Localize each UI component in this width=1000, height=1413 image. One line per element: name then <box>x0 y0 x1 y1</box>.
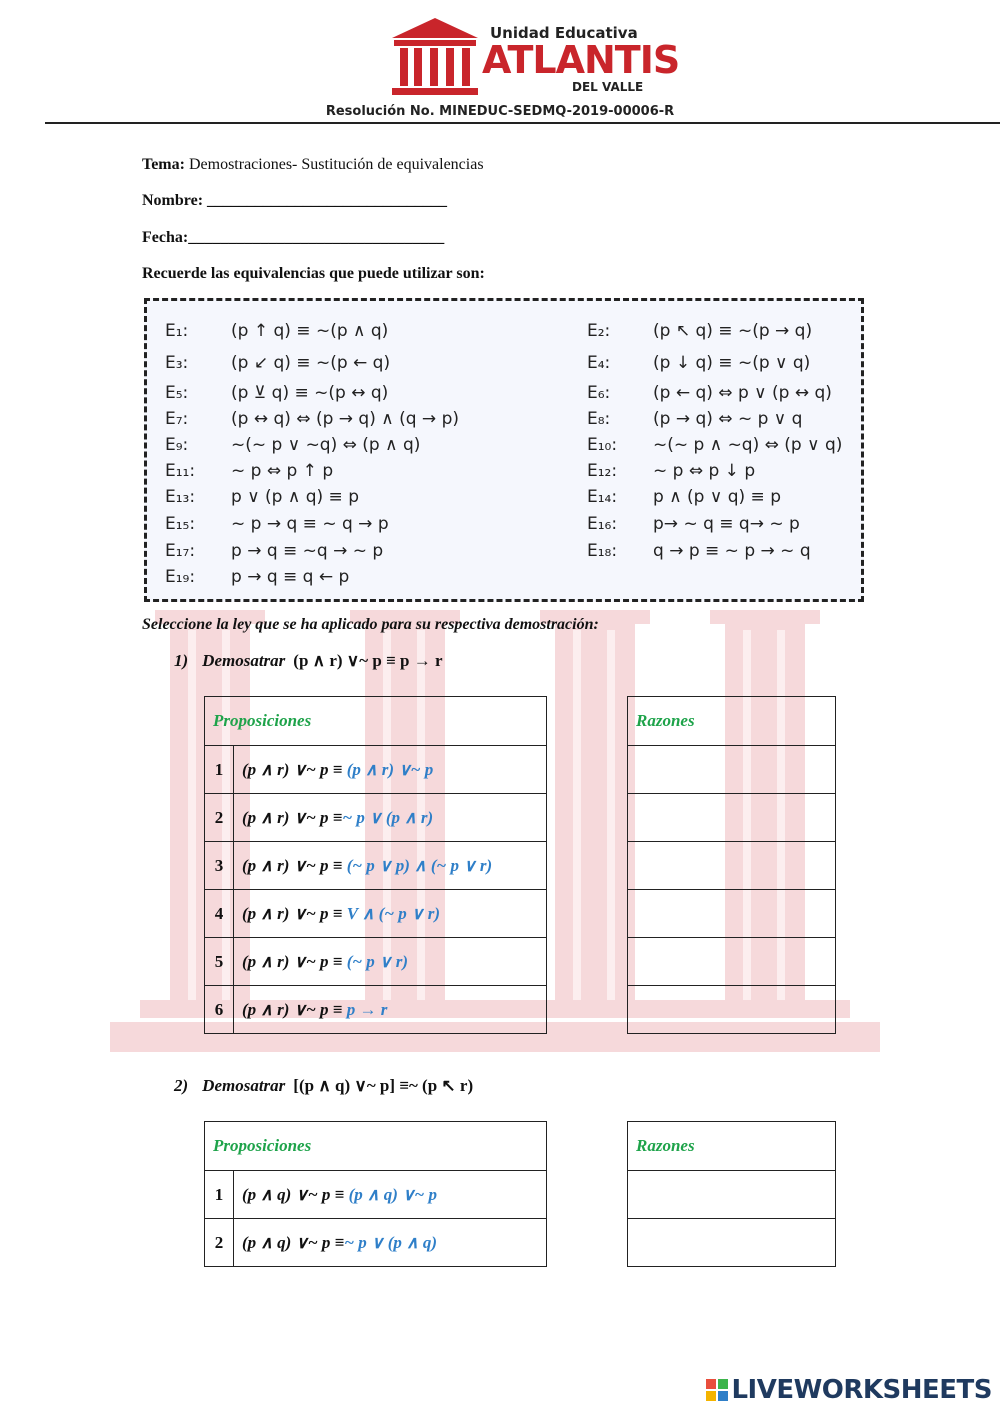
table-row: 6 (p ∧ r) ∨~ p ≡ p → r <box>205 986 547 1034</box>
logo-line-3: DEL VALLE <box>572 80 644 94</box>
instruction-text: Seleccione la ley que se ha aplicado para su respectiva demostración: <box>142 616 599 633</box>
fecha-line <box>142 229 444 247</box>
reasons-header: Razones <box>628 1122 836 1171</box>
propositions-header: Proposiciones <box>205 1122 547 1171</box>
exercise-1-reasons-table <box>627 696 836 1034</box>
reason-answer-field[interactable] <box>628 1219 836 1267</box>
tema-label: Tema: <box>142 156 185 173</box>
tema-value: Demostraciones- Sustitución de equivalencias <box>184 156 484 173</box>
fecha-field[interactable]: ________________________________ <box>188 229 445 246</box>
equivalence-item: E₁₄: p ∧ (p ∨ q) ≡ p <box>587 487 781 507</box>
equivalence-item: E₁₂: ~ p ⇔ p ↓ p <box>587 461 756 481</box>
equivalence-item: E₉: ~(~ p ∨ ~q) ⇔ (p ∧ q) <box>165 435 421 455</box>
reason-answer-field[interactable] <box>628 794 836 842</box>
exercise-2-title: 2) Demosatrar [(p ∧ q) ∨~ p] ≡~ (p ↖ r) <box>174 1076 474 1095</box>
equivalence-item: E₇: (p ↔ q) ⇔ (p → q) ∧ (q → p) <box>165 409 459 429</box>
equivalence-item: E₁₇: p → q ≡ ~q → ~ p <box>165 541 384 561</box>
exercise-1-propositions-table <box>204 696 547 1034</box>
table-row: 2 (p ∧ r) ∨~ p ≡~ p ∨ (p ∧ r) <box>205 794 547 842</box>
propositions-header: Proposiciones <box>205 697 547 746</box>
logo-line-1: Unidad Educativa <box>490 24 638 42</box>
equivalence-item: E₅: (p ⊻ q) ≡ ~(p ↔ q) <box>165 383 389 403</box>
equivalence-item: E₈: (p → q) ⇔ ~ p ∨ q <box>587 409 803 429</box>
brand-text: LIVEWORKSHEETS <box>731 1375 992 1405</box>
table-row: 3 (p ∧ r) ∨~ p ≡ (~ p ∨ p) ∧ (~ p ∨ r) <box>205 842 547 890</box>
exercise-2-propositions-table <box>204 1121 547 1267</box>
reason-answer-field[interactable] <box>628 746 836 794</box>
liveworksheets-mark-icon <box>706 1379 728 1401</box>
equivalence-item: E₁₁: ~ p ⇔ p ↑ p <box>165 461 334 481</box>
equivalence-item: E₄: (p ↓ q) ≡ ~(p ∨ q) <box>587 353 811 373</box>
nombre-field[interactable]: ______________________________ <box>207 192 448 209</box>
reason-answer-field[interactable] <box>628 986 836 1034</box>
reason-answer-field[interactable] <box>628 938 836 986</box>
tema-line <box>142 156 484 174</box>
equivalence-item: E₂: (p ↖ q) ≡ ~(p → q) <box>587 321 813 341</box>
temple-icon <box>390 16 480 96</box>
resolucion-text: Resolución No. MINEDUC-SEDMQ-2019-00006-R <box>325 104 675 119</box>
equivalence-item: E₁₅: ~ p → q ≡ ~ q → p <box>165 514 389 534</box>
table-row: 4 (p ∧ r) ∨~ p ≡ V ∧ (~ p ∨ r) <box>205 890 547 938</box>
fecha-label: Fecha: <box>142 229 189 246</box>
equivalence-item: E₁₉: p → q ≡ q ← p <box>165 567 350 587</box>
reason-answer-field[interactable] <box>628 1171 836 1219</box>
equivalence-item: E₁: (p ↑ q) ≡ ~(p ∧ q) <box>165 321 389 341</box>
equivalence-item: E₃: (p ↙ q) ≡ ~(p ← q) <box>165 353 391 373</box>
exercise-2-reasons-table <box>627 1121 836 1267</box>
table-row: 1 (p ∧ r) ∨~ p ≡ (p ∧ r) ∨~ p <box>205 746 547 794</box>
equivalence-item: E₁₆: p→ ~ q ≡ q→ ~ p <box>587 514 800 534</box>
equivalences-box <box>144 298 864 602</box>
equivalence-item: E₁₈: q → p ≡ ~ p → ~ q <box>587 541 811 561</box>
logo-line-2: ATLANTIS <box>482 38 680 82</box>
table-row: 2 (p ∧ q) ∨~ p ≡~ p ∨ (p ∧ q) <box>205 1219 547 1267</box>
nombre-line <box>142 192 447 210</box>
liveworksheets-logo <box>706 1375 992 1405</box>
school-logo <box>390 16 680 96</box>
reason-answer-field[interactable] <box>628 890 836 938</box>
header-divider <box>45 122 1000 124</box>
exercise-1-title: 1) Demosatrar (p ∧ r) ∨~ p ≡ p → r <box>174 651 443 670</box>
nombre-label: Nombre: <box>142 192 208 209</box>
equivalence-item: E₆: (p ← q) ⇔ p ∨ (p ↔ q) <box>587 383 832 403</box>
reason-answer-field[interactable] <box>628 842 836 890</box>
equivalence-item: E₁₀: ~(~ p ∧ ~q) ⇔ (p ∨ q) <box>587 435 843 455</box>
reasons-header: Razones <box>628 697 836 746</box>
table-row: 1 (p ∧ q) ∨~ p ≡ (p ∧ q) ∨~ p <box>205 1171 547 1219</box>
recuerde-text: Recuerde las equivalencias que puede utilizar son: <box>142 265 485 282</box>
table-row: 5 (p ∧ r) ∨~ p ≡ (~ p ∨ r) <box>205 938 547 986</box>
equivalence-item: E₁₃: p ∨ (p ∧ q) ≡ p <box>165 487 359 507</box>
